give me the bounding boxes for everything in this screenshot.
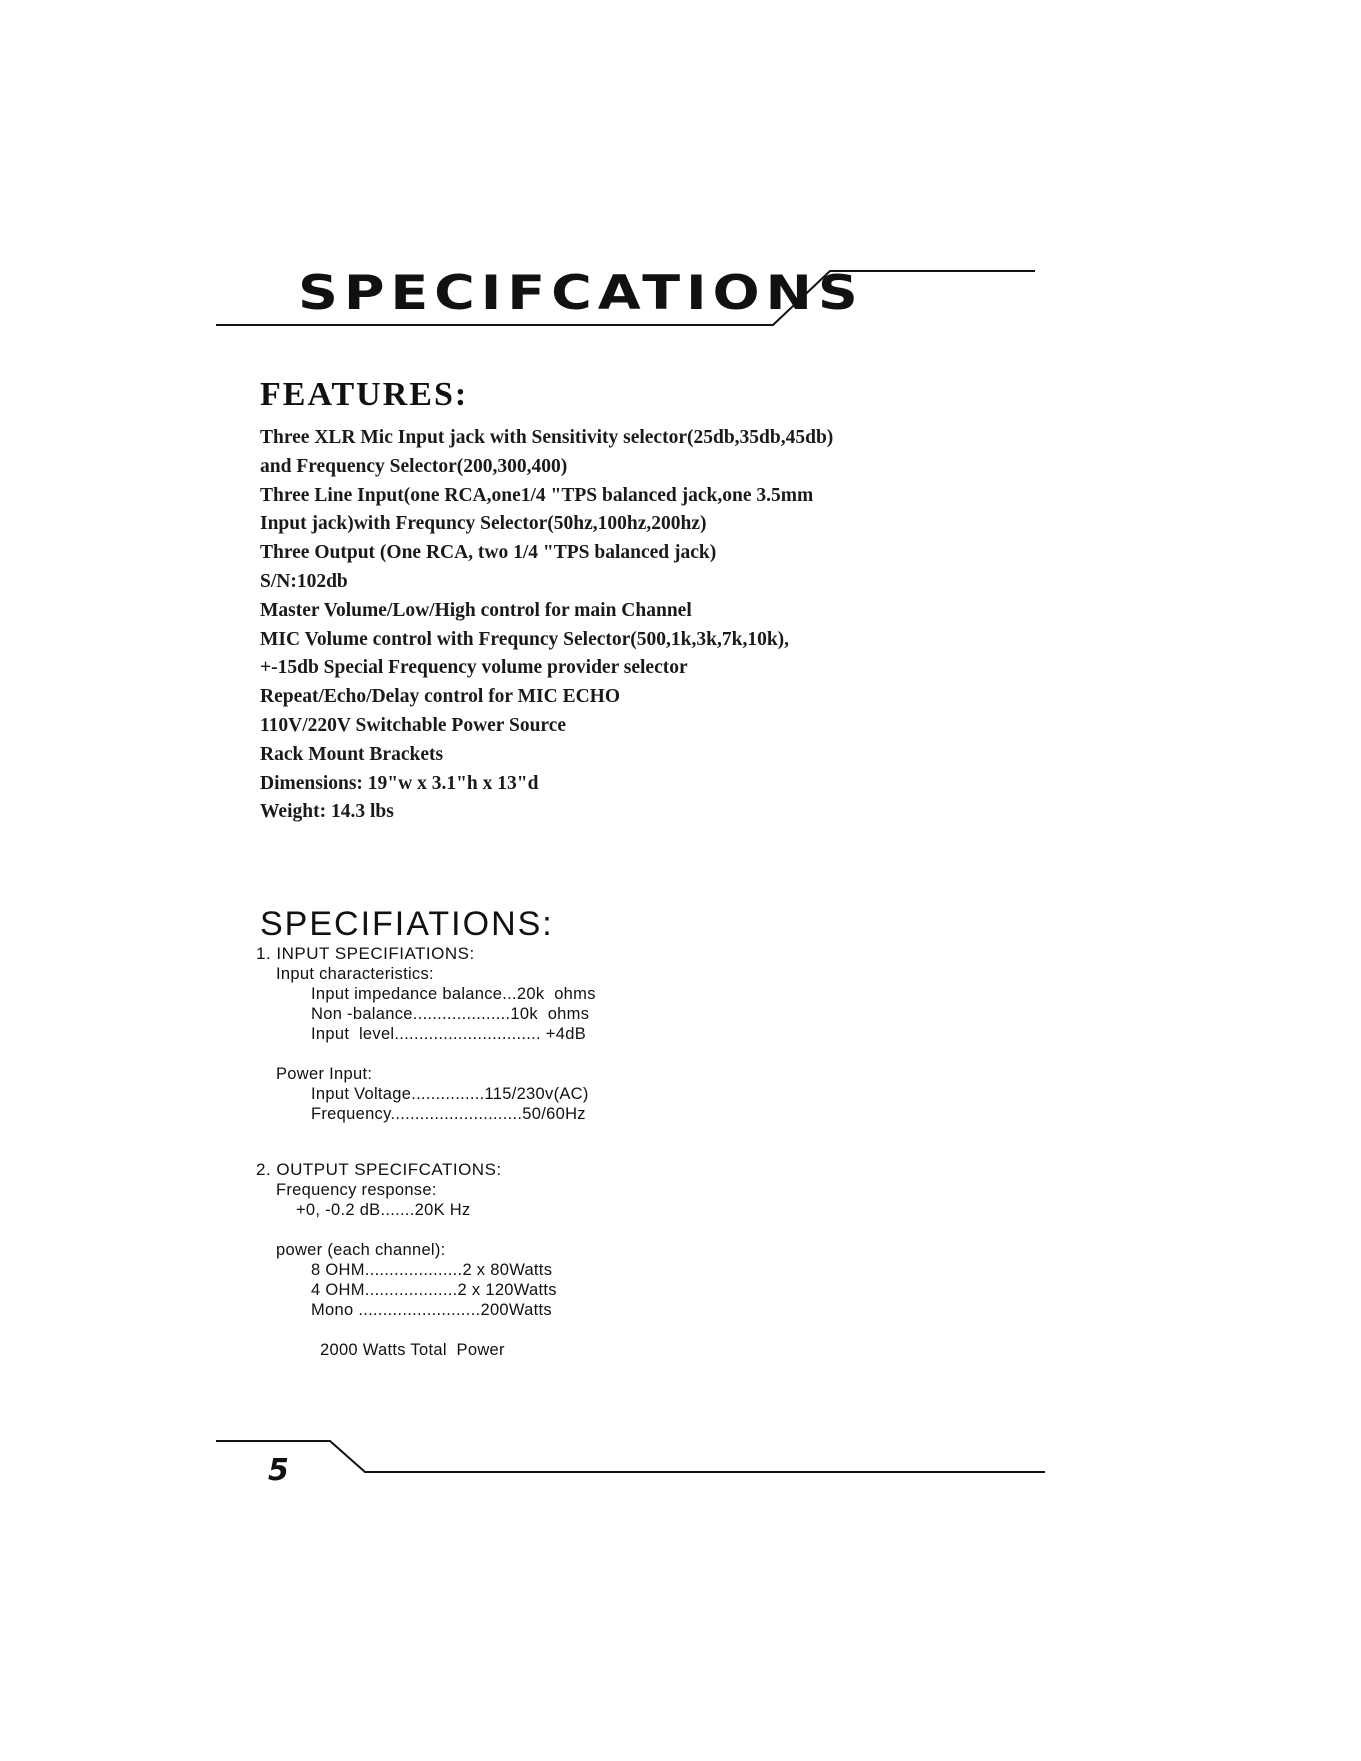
- page-title: SPECIFCATIONS: [298, 266, 864, 321]
- total-power-row: 2000 Watts Total Power: [320, 1341, 505, 1359]
- feature-item: MIC Volume control with Frequncy Selector(500,1k,3k,7k,10k),: [260, 628, 790, 650]
- input-level-row: Input level.............................. +4dB: [311, 1025, 587, 1043]
- feature-item: Master Volume/Low/High control for main Channel: [260, 599, 692, 621]
- power-4ohm-row: 4 OHM...................2 x 120Watts: [311, 1281, 557, 1299]
- feature-item: Rack Mount Brackets: [260, 743, 444, 765]
- output-spec-title: 2. OUTPUT SPECIFCATIONS:: [256, 1160, 502, 1179]
- feature-item: +-15db Special Frequency volume provider selector: [260, 657, 688, 679]
- specifications-heading: SPECIFIATIONS:: [260, 905, 554, 943]
- power-8ohm-row: 8 OHM....................2 x 80Watts: [311, 1261, 553, 1279]
- input-spec-title: 1. INPUT SPECIFIATIONS:: [256, 944, 475, 963]
- page-number: 5: [268, 1453, 289, 1488]
- non-balance-row: Non -balance....................10k ohms: [311, 1005, 590, 1023]
- feature-item: 110V/220V Switchable Power Source: [260, 714, 567, 736]
- feature-item: Dimensions: 19"w x 3.1"h x 13"d: [260, 772, 539, 794]
- feature-item: Three XLR Mic Input jack with Sensitivity selector(25db,35db,45db): [260, 427, 834, 448]
- feature-item: S/N:102db: [260, 570, 348, 592]
- input-impedance-row: Input impedance balance...20k ohms: [311, 985, 596, 1003]
- frequency-response-label: Frequency response:: [276, 1181, 437, 1199]
- input-voltage-row: Input Voltage...............115/230v(AC): [311, 1085, 589, 1103]
- feature-item: Input jack)with Frequncy Selector(50hz,100hz,200hz): [260, 513, 707, 535]
- feature-item: Repeat/Echo/Delay control for MIC ECHO: [260, 686, 620, 708]
- input-characteristics-label: Input characteristics:: [276, 965, 434, 983]
- feature-item: and Frequency Selector(200,300,400): [260, 455, 568, 477]
- frequency-response-row: +0, -0.2 dB.......20K Hz: [296, 1201, 471, 1219]
- power-mono-row: Mono .........................200Watts: [311, 1301, 552, 1319]
- footer-rule: [216, 1441, 1045, 1472]
- power-each-channel-label: power (each channel):: [276, 1241, 446, 1259]
- frequency-row: Frequency...........................50/60Hz: [311, 1105, 586, 1123]
- feature-item: Weight: 14.3 lbs: [260, 801, 394, 823]
- power-input-label: Power Input:: [276, 1065, 373, 1083]
- feature-item: Three Output (One RCA, two 1/4 "TPS balanced jack): [260, 542, 717, 564]
- features-list: [260, 424, 833, 827]
- feature-item: Three Line Input(one RCA,one1/4 "TPS balanced jack,one 3.5mm: [260, 484, 814, 506]
- features-heading: FEATURES:: [260, 376, 469, 413]
